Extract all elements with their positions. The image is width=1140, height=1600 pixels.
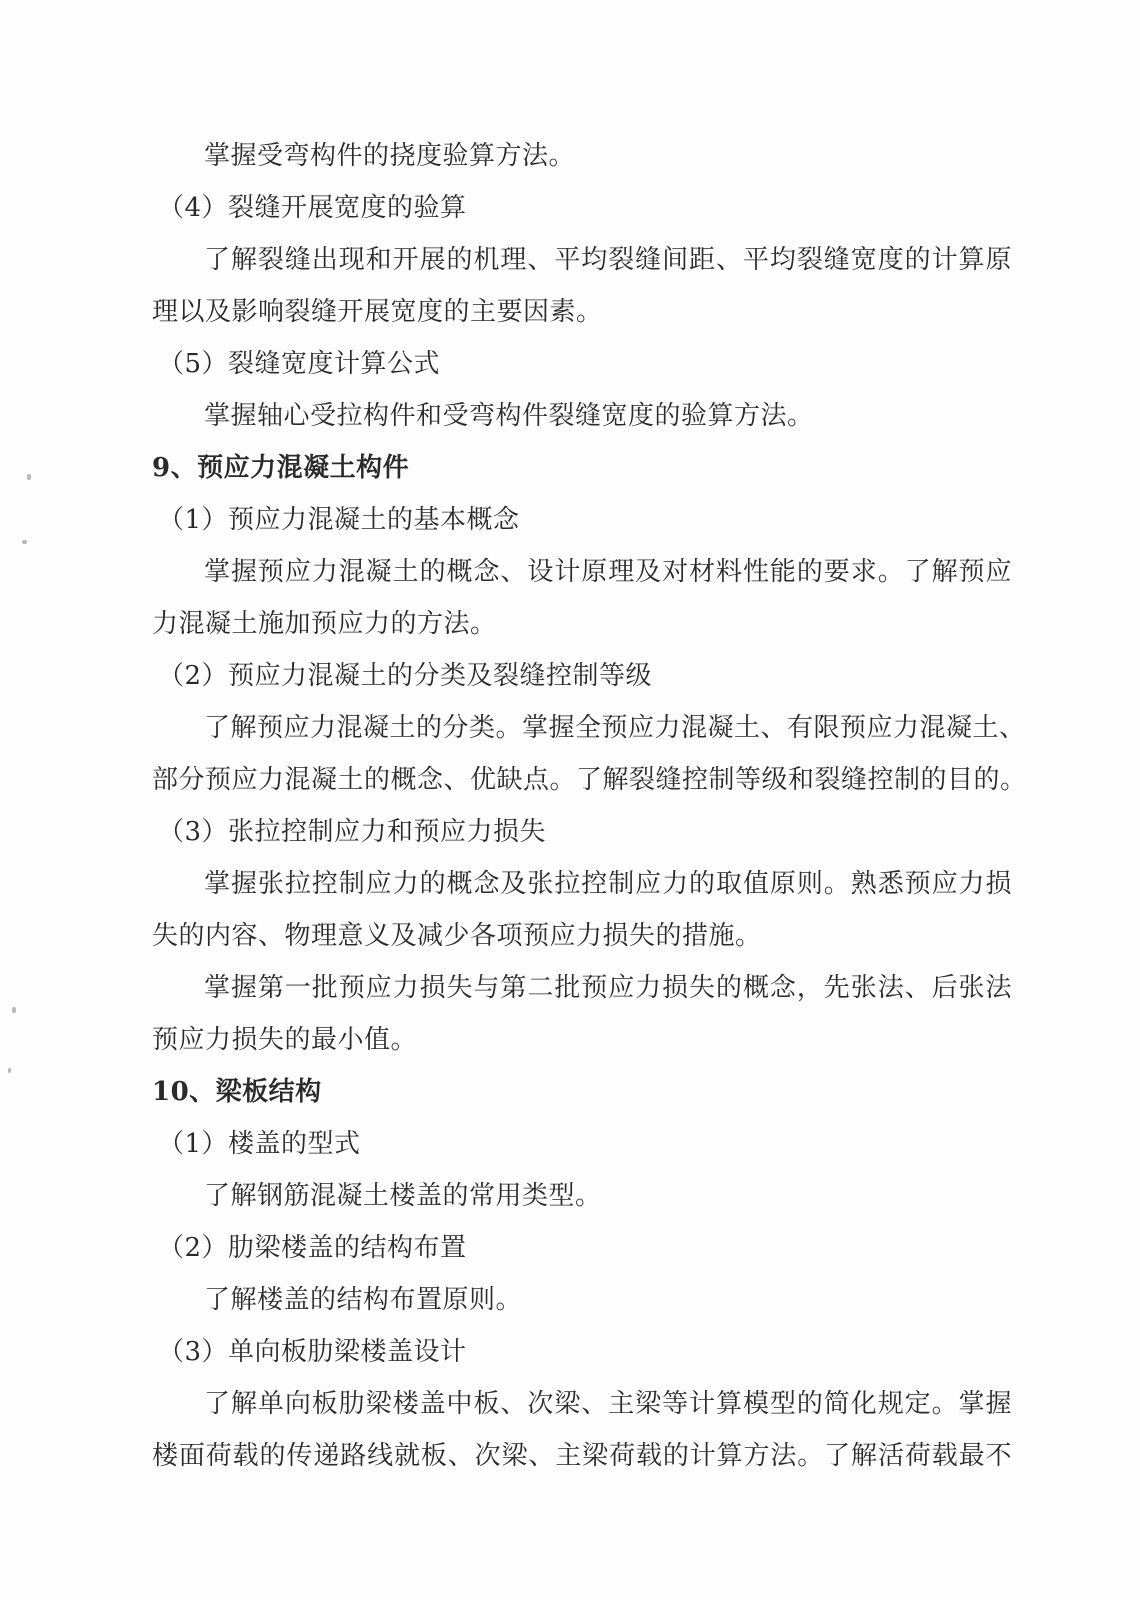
subsection-heading: （4）裂缝开展宽度的验算 (158, 193, 467, 223)
scan-speck (12, 1007, 16, 1013)
document-body (152, 130, 1027, 1482)
paragraph-line: 掌握张拉控制应力的概念及张拉控制应力的取值原则。熟悉预应力损 (204, 869, 1012, 899)
paragraph-line: 失的内容、物理意义及减少各项预应力损失的措施。 (152, 921, 762, 951)
paragraph-line: 楼面荷载的传递路线就板、次梁、主梁荷载的计算方法。了解活荷载最不 (152, 1441, 1012, 1471)
scan-speck (8, 1068, 11, 1073)
subsection-heading: （2）肋梁楼盖的结构布置 (158, 1233, 467, 1263)
subsection-heading: （1）预应力混凝土的基本概念 (158, 505, 520, 535)
paragraph-line: 力混凝土施加预应力的方法。 (152, 609, 497, 639)
subsection-heading: （3）张拉控制应力和预应力损失 (158, 817, 547, 847)
paragraph-line: 了解裂缝出现和开展的机理、平均裂缝间距、平均裂缝宽度的计算原 (204, 245, 1012, 275)
scan-speck (27, 474, 31, 480)
paragraph-line: 了解单向板肋梁楼盖中板、次梁、主梁等计算模型的简化规定。掌握 (204, 1389, 1012, 1419)
paragraph-line: 部分预应力混凝土的概念、优缺点。了解裂缝控制等级和裂缝控制的目的。 (152, 765, 1027, 795)
subsection-heading: （3）单向板肋梁楼盖设计 (158, 1337, 467, 1367)
paragraph-line: 了解预应力混凝土的分类。掌握全预应力混凝土、有限预应力混凝土、 (204, 713, 1026, 743)
subsection-heading: （1）楼盖的型式 (158, 1129, 361, 1159)
paragraph-line: 掌握第一批预应力损失与第二批预应力损失的概念，先张法、后张法 (204, 973, 1012, 1003)
subsection-heading: （2）预应力混凝土的分类及裂缝控制等级 (158, 661, 653, 691)
paragraph-line: 掌握轴心受拉构件和受弯构件裂缝宽度的验算方法。 (204, 401, 814, 431)
scan-speck (22, 540, 27, 544)
paragraph-line: 掌握预应力混凝土的概念、设计原理及对材料性能的要求。了解预应 (204, 557, 1012, 587)
paragraph-line: 预应力损失的最小值。 (152, 1025, 418, 1055)
section-heading: 10、梁板结构 (152, 1077, 322, 1107)
subsection-heading: （5）裂缝宽度计算公式 (158, 349, 441, 379)
paragraph-line: 掌握受弯构件的挠度验算方法。 (204, 141, 576, 171)
paragraph-line: 了解钢筋混凝土楼盖的常用类型。 (204, 1181, 602, 1211)
paragraph-line: 了解楼盖的结构布置原则。 (204, 1285, 523, 1315)
section-heading: 9、预应力混凝土构件 (152, 453, 410, 483)
paragraph-line: 理以及影响裂缝开展宽度的主要因素。 (152, 297, 603, 327)
